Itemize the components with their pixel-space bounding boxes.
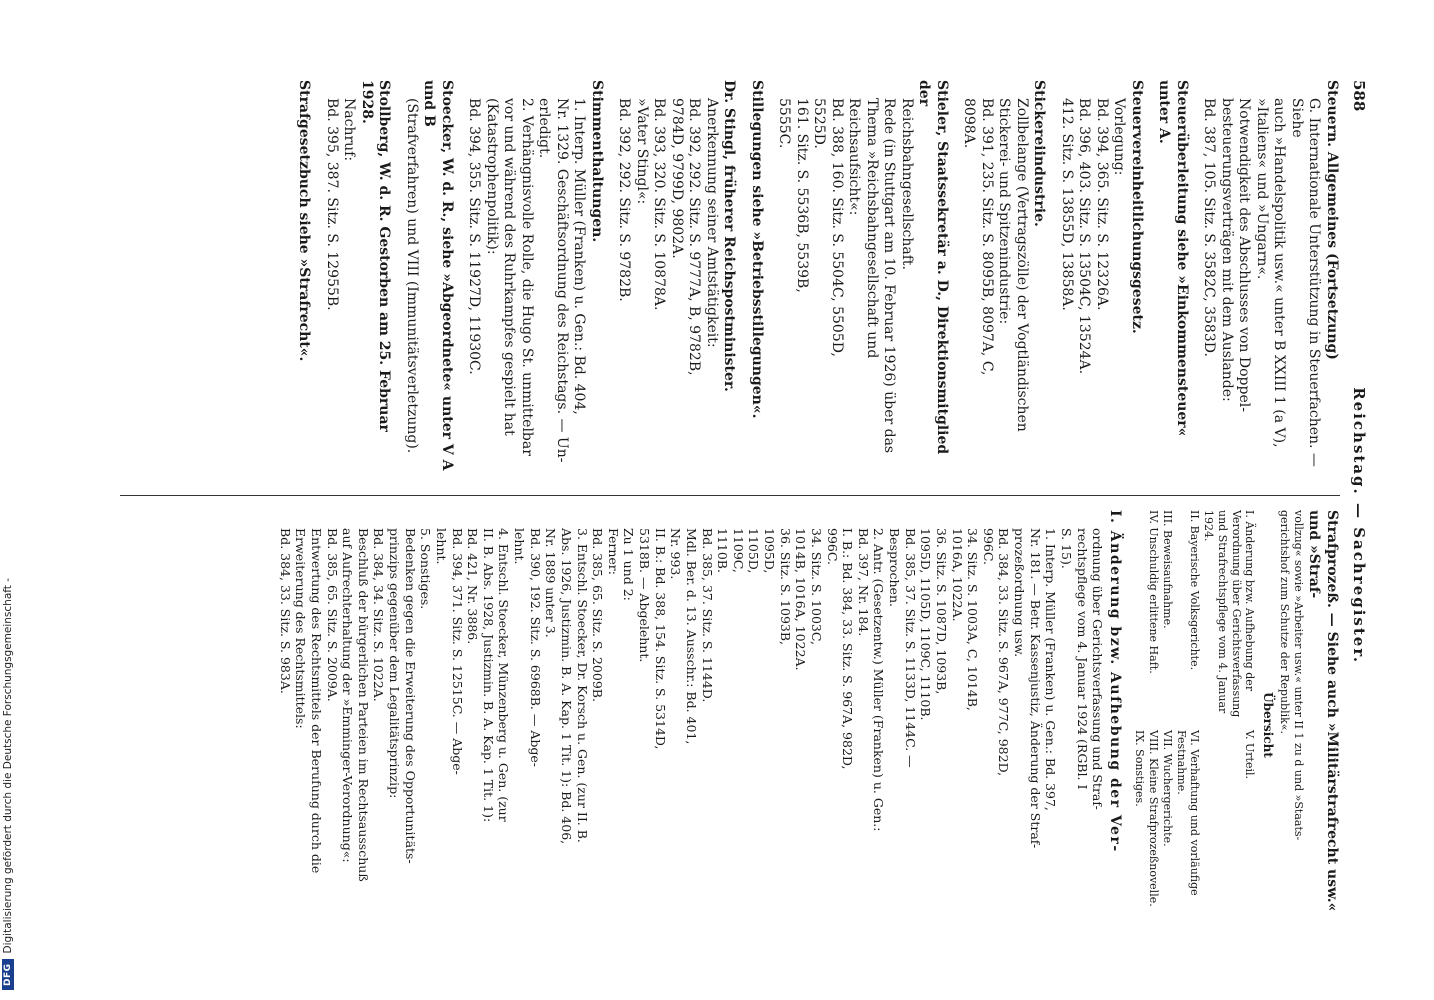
section-line: Nr. 993.: [668, 528, 684, 580]
section-line: S. 15).: [1059, 528, 1074, 569]
funding-note: [2, 578, 14, 990]
section-line: Abs. 1926, Justizmin. B. A. Kap. 1 Tit. 1): Bd. 406,: [559, 528, 574, 845]
scanned-page: [114, 70, 1374, 950]
overview-item: IX. Sonstiges.: [1133, 730, 1147, 807]
section-head: I. Änderung bzw. Aufhebung der Ver-: [1106, 510, 1123, 853]
section-line: Mdl. Ber. d. 13. Ausschr.: Bd. 401,: [684, 528, 699, 745]
dfg-logo: DFG: [2, 959, 14, 990]
overview-item: III. Beweisaufnahme.: [1161, 510, 1174, 629]
entry-line: Nachruf:: [341, 98, 358, 162]
overview-item: VIII. Kleine Strafprozeßnovelle.: [1147, 730, 1161, 907]
section-line: 996C.: [824, 528, 840, 565]
section-line: Bd. 394, 371. Sitz. S. 12515C. — Abge-: [449, 528, 465, 775]
entry-line: besteuerungsverträgen mit dem Auslande:: [1219, 98, 1235, 402]
section-line: Bedenken gegen die Erweiterung des Opportunitäts-: [402, 528, 418, 864]
section-line: 3. Entschl. Stoecker, Dr. Korsch u. Gen. (zur II. B.: [574, 528, 590, 843]
section-line: Entwertung des Rechtsmittels der Berufung durch die: [309, 528, 324, 874]
section-line: rechtspflege vom 4. Januar 1924 (RGBl. I: [1074, 528, 1090, 790]
entry-line: »Italiens« und »Ungarn«.: [1254, 98, 1270, 280]
section-line: I. B.: Bd. 384, 33. Sitz. S. 967A, 982D,: [840, 528, 856, 770]
entry-line: 5555C.: [776, 98, 793, 149]
overview-title: Übersicht: [1261, 692, 1276, 758]
entry-line: 8098A.: [961, 98, 978, 149]
right-column: [120, 510, 1340, 940]
register-entry: [1200, 80, 1340, 480]
entry-line: gerichtshof zum Schutze der Republik«.: [1278, 510, 1292, 735]
funding-text: Digitalisierung gefördert durch die Deutsche Forschungsgemeinschaft -: [2, 577, 14, 954]
running-title: Reichstag. — Sachregister.: [1350, 387, 1368, 665]
entry-line: 412. Sitz. S. 13855D, 13858A.: [1059, 98, 1075, 311]
register-entry: [465, 80, 605, 480]
section-line: 34. Sitz. S. 1003C,: [809, 528, 824, 645]
entry-line: erledigt.: [536, 98, 553, 159]
page-header: [1344, 80, 1368, 940]
section-line: 36. Sitz. S. 1087D, 1093B,: [934, 528, 949, 695]
overview-item: IV. Unschuldig erlittene Haft.: [1147, 510, 1161, 674]
section-line: Besprochen.: [887, 528, 903, 607]
section-line: 5318B. — Abgelehnt.: [637, 528, 653, 663]
entry-line: Rede (in Stuttgart am 10. Februar 1926) über das: [881, 98, 898, 454]
section-line: prinzips gegenüber dem Legalitätsprinzip:: [387, 528, 403, 799]
entry-line: vollzug« sowie »Arbeiter usw.« unter II 1 zu d und »Staats-: [1292, 510, 1305, 841]
strafprozess-entry: [1133, 510, 1340, 940]
register-entry: [960, 80, 1048, 480]
section-line: Erweiterung des Rechtsmittels:: [293, 528, 309, 729]
entry-line: Thema »Reichsbahngesellschaft und Reichsaufsicht«:: [846, 98, 880, 359]
entry-line: Bd. 387, 105. Sitz. S. 3582C, 3583D.: [1201, 98, 1218, 357]
section-line: 1095D, 1105D, 1109C, 1110B.: [918, 528, 934, 721]
entry-line: Vorlegung:: [1111, 98, 1128, 176]
section-line: 1110B.: [715, 528, 731, 573]
entry-line: Bd. 392, 292. Sitz. S. 9777A, B, 9782B,: [686, 98, 703, 376]
entry-line: Zollbelange (Vertragszölle) der Vogtländischen: [1014, 98, 1030, 432]
entry-line: Notwendigkeit des Abschlusses von Doppel-: [1236, 98, 1253, 412]
register-entry: [1058, 80, 1146, 480]
entry-line: Anerkennung seiner Amtstätigkeit:: [704, 98, 720, 348]
entry-head: Steuern. Allgemeines (Fortsetzung): [1324, 80, 1340, 360]
entry-line: 9784D, 9799D, 9802A.: [669, 98, 685, 259]
section-line: 1095D,: [762, 528, 778, 574]
section-line: Nr. 181. — Betr. Kassenjustiz, Änderung der Straf-: [1027, 528, 1043, 849]
left-column: [120, 80, 1340, 480]
section-line: Bd. 397, Nr. 184.: [855, 528, 871, 637]
section-line: Bd. 384, 33. Sitz. S. 983A.: [277, 528, 293, 694]
entry-line: Bd. 394, 365. Sitz. S. 12326A.: [1094, 98, 1110, 311]
entry-head: Strafprozeß. — Siehe auch »Militärstrafrecht usw.« und »Straf-: [1306, 510, 1340, 912]
entry-line: 1. Interp. Müller (Franken) u. Gen.: Bd. 404,: [571, 98, 588, 415]
entry-head: Stimmenthaltungen.: [589, 80, 605, 243]
entry-head: Dr. Stingl, früherer Reichspostminister.: [721, 80, 738, 392]
section-line: Bd. 390, 192. Sitz. S. 6968B. — Abge-: [527, 528, 543, 767]
entry-head: Steuervereinheitlichungsgesetz.: [1129, 80, 1145, 334]
entry-line: (Katastrophenpolitik):: [484, 98, 500, 255]
entry-head: Stieler, Staatssekretär a. D., Direktionsmitglied der: [916, 80, 950, 455]
entry-line: (Strafverfahren) und VIII (Immunitätsverletzung).: [404, 98, 420, 454]
section-line: Bd. 385, 37. Sitz. S. 1144D.: [699, 528, 715, 703]
entry-line: 161. Sitz. S. 5536B, 5539B,: [794, 98, 810, 293]
section-line: 1. Interp. Müller (Franken) u. Gen.: Bd. 397,: [1043, 528, 1059, 811]
section-line: Beschluß der bürgerlichen Parteien im Rechtsausschuß: [355, 528, 371, 882]
overview-item: V. Urteil.: [1243, 730, 1257, 780]
entry-line: Bd. 396, 403. Sitz. S. 13504C, 13524A.: [1076, 98, 1093, 375]
section-line: auf Aufrechterhaltung der »Emminger-Verordnung«:: [340, 528, 356, 863]
section-line: Bd. 385, 37. Sitz. S. 1133D, 1144C. —: [902, 528, 918, 768]
section-line: 1109C,: [730, 528, 746, 573]
entry-line: Bd. 395, 387. Sitz. S. 12955B.: [324, 98, 340, 311]
section-line: 36. Sitz. S. 1093B,: [777, 528, 793, 646]
entry-head: Strafgesetzbuch siehe »Strafrecht«.: [296, 80, 313, 362]
register-entry: [403, 80, 456, 480]
entry-line: Bd. 388, 160. Sitz. S. 5504C, 5505D,: [829, 98, 845, 357]
entry-line: »Vater Stingl«:: [634, 98, 650, 205]
entry-line: Bd. 393, 320. Sitz. S. 10878A.: [651, 98, 668, 311]
section-line: Ferner:: [605, 528, 621, 575]
page-number: 588: [1350, 80, 1368, 112]
register-entry: [748, 80, 766, 480]
section-line: 4. Entschl. Stoecker, Münzenberg u. Gen. (zur: [496, 528, 512, 822]
entry-line: auch »Handelspolitik usw.« unter B XXIII 1 (a V),: [1271, 98, 1288, 448]
entry-head: Stollberg, W. d. R. Gestorben am 25. Februar 1928.: [359, 80, 393, 432]
section-line: 996C.: [980, 528, 996, 565]
section-line: 2. Antr. (Gesetzentw.) Müller (Franken) u. Gen.:: [871, 528, 887, 832]
overview-list: [1133, 510, 1257, 940]
entry-head: Stoecker, W. d. R., siehe »Abgeordnete« unter V A und B: [421, 80, 455, 471]
entry-head: Stillegungen siehe »Betriebsstillegungen«.: [749, 80, 765, 419]
overview-item: VI. Verhaftung und vorläufige Festnahme.: [1174, 730, 1202, 896]
section-line: II. B. Abs. 1928, Justizmin. B. A. Kap. 1 Tit. 1):: [480, 528, 496, 823]
section-line: 1014B, 1016A, 1022A.: [793, 528, 809, 671]
register-entry: [295, 80, 313, 480]
entry-line: Bd. 394, 355. Sitz. S. 11927D, 11930C.: [466, 98, 483, 375]
register-entry: [323, 80, 393, 480]
entry-line: Nr. 1329. Geschäftsordnung des Reichstags. — Un-: [554, 98, 570, 463]
column-divider: [120, 495, 1340, 496]
section-line: lehnt.: [434, 528, 449, 565]
entry-line: G. Internationale Unterstützung in Steuerfachen. — Siehe: [1289, 98, 1323, 467]
right-sections: [277, 510, 1123, 940]
section: [277, 510, 1123, 940]
section-line: Nr. 1889 unter 3.: [543, 528, 559, 638]
section-line: 34. Sitz. S. 1003A, C, 1014B,: [965, 528, 981, 711]
entry-line: Reichsbahngesellschaft.: [899, 98, 915, 271]
entry-head: Steuerüberleitung siehe »Einkommensteuer« unter A.: [1156, 80, 1190, 437]
entry-line: 5525D.: [811, 98, 828, 149]
overview-item: II. Bayerische Volksgerichte.: [1188, 510, 1202, 671]
section-line: prozeßordnung usw.: [1012, 528, 1028, 658]
section-line: lehnt.: [512, 528, 528, 565]
register-entry: [1155, 80, 1190, 480]
register-entry: [775, 80, 950, 480]
section-line: Bd. 385, 65. Sitz. S. 2009B.: [590, 528, 606, 702]
entry-line: Stickerei- und Spitzenindustrie:: [996, 98, 1013, 325]
entry-line: vor und während des Ruhrkampfes gespielt hat: [501, 98, 518, 436]
overview-item: VII. Wuchergerichte.: [1161, 730, 1174, 847]
entry-head: Stickereiindustrie.: [1031, 80, 1048, 227]
section-line: 1016A, 1022A.: [949, 528, 965, 622]
section-line: Bd. 384, 34. Sitz. S. 1022A.: [371, 528, 387, 702]
overview-item: I. Änderung bzw. Aufhebung der Verordnung über Gerichtsverfassung und Strafrechtspflege vom 4. Januar 1924.: [1202, 510, 1257, 718]
overview-item: [1133, 510, 1147, 720]
section-line: Bd. 384, 33. Sitz. S. 967A, 977C, 982D,: [996, 528, 1012, 777]
register-entry: [615, 80, 738, 480]
section-line: Zu 1 und 2:: [621, 528, 637, 601]
entry-line: 2. Verhängnisvolle Rolle, die Hugo St. unmittelbar: [519, 98, 535, 456]
entry-line: Bd. 391, 235. Sitz. S. 8095B, 8097A, C,: [979, 98, 995, 376]
section-line: 5. Sonstiges.: [418, 528, 434, 610]
section-line: Bd. 385, 65. Sitz. S. 2009A.: [324, 528, 340, 702]
section-line: 1105D,: [746, 528, 762, 574]
entry-line: Bd. 392, 292. Sitz. S. 9782B.: [616, 98, 633, 302]
section-line: II. B.: Bd. 388, 154. Sitz. S. 5314D,: [652, 528, 668, 750]
section-line: Bd. 421, Nr. 3886.: [465, 528, 481, 645]
section-line: ordnung über Gerichtsverfassung und Straf-: [1090, 528, 1106, 810]
